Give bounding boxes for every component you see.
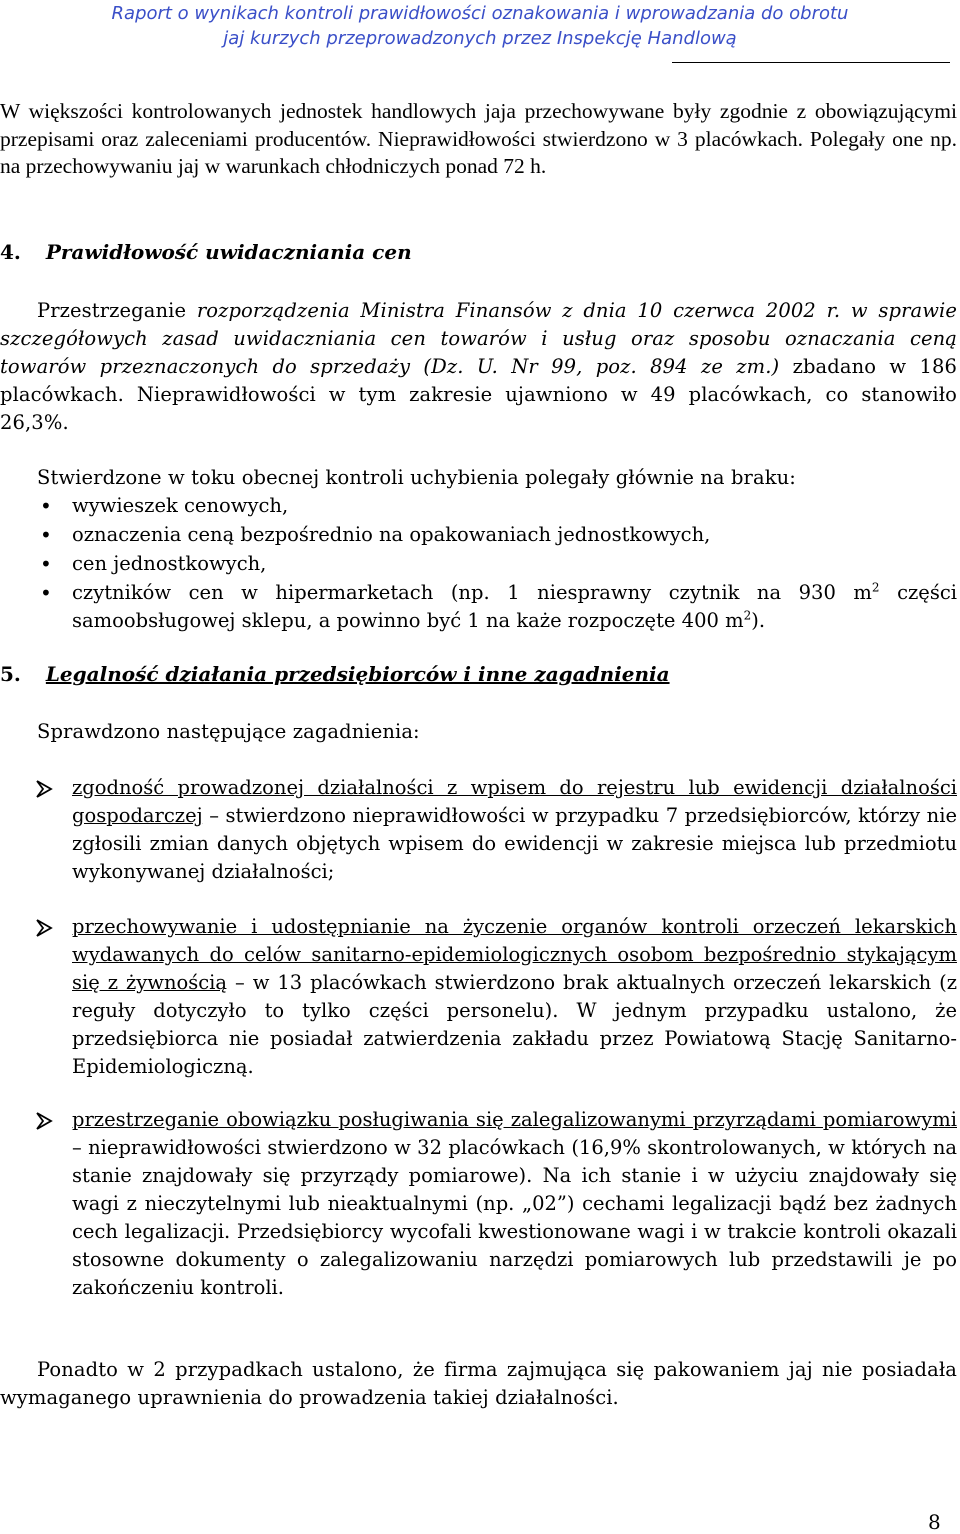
- report-header-line-1: Raport o wynikach kontroli prawidłowości oznakowania i wprowadzania do obrotu: [111, 3, 849, 24]
- section-5-heading: [0, 662, 670, 686]
- section-5-number: 5.: [0, 662, 21, 686]
- arrow-bullet-icon: [35, 779, 55, 799]
- bullet-item-4: [72, 579, 957, 635]
- section-4-title: Prawidłowość uwidaczniania cen: [45, 240, 412, 264]
- closing-paragraph: Ponadto w 2 przypadkach ustalono, że firma zajmująca się pakowaniem jaj nie posiadała wymaganego uprawnienia do prowadzenia takiej działalności.: [0, 1358, 957, 1409]
- legality-item-1: [72, 774, 957, 886]
- item-2-topic: przechowywanie i udostępnianie na życzenie organów kontroli orzeczeń lekarskich wydawanych do celów sanitarno-epidemiologicznych osobom bezpośrednio stykającym się z żywnością: [72, 915, 957, 994]
- legality-item-3: [72, 1106, 957, 1302]
- bullet-dot: •: [40, 581, 52, 605]
- legality-item-2: [72, 913, 957, 1081]
- item-3-topic: przestrzeganie obowiązku posługiwania się zalegalizowanymi przyrządami pomiarowymi: [72, 1108, 957, 1131]
- section-4-heading: [0, 240, 412, 264]
- section-5-title: Legalność działania przedsiębiorców i inne zagadnienia: [45, 662, 670, 686]
- header-divider: [672, 62, 950, 63]
- sup-2: 2: [743, 608, 752, 623]
- item-3-finding: – nieprawidłowości stwierdzono w 32 placówkach (16,9% skontrolowanych, w których na stanie znajdowały się przyrządy pomiarowe). Na ich stanie i w użyciu znajdowały się wagi z nieczytelnymi lub nieaktualnymi (np. „02”) cechami legalizacji bądź bez żadnych cech legalizacji. Przedsiębiorcy wycofali kwestionowane wagi i w trakcie kontroli okazali stosowne dokumenty o zalegalizowaniu narzędzi pomiarowych lub przedstawili je po zakończeniu kontroli.: [72, 1136, 957, 1299]
- page-number: 8: [928, 1510, 941, 1534]
- bullet-4-part-a: czytników cen w hipermarketach (np. 1 niesprawny czytnik na 930 m: [72, 581, 872, 604]
- bullet-item-1: wywieszek cenowych,: [72, 494, 289, 517]
- section-4-paragraph-1: [0, 297, 957, 437]
- intro-paragraph: W większości kontrolowanych jednostek handlowych jaja przechowywane były zgodnie z obowiązującymi przepisami oraz zaleceniami producentów. Nieprawidłowości stwierdzono w 3 placówkach. Polegały one np. na przechowywaniu jaj w warunkach chłodniczych ponad 72 h.: [0, 99, 957, 178]
- p1-start: Przestrzeganie: [37, 299, 197, 322]
- bullet-4-part-b: części samoobsługowej sklepu, a powinno być 1 na każe rozpoczęte 400 m: [72, 581, 957, 632]
- report-header-line-2: jaj kurzych przeprowadzonych przez Inspekcję Handlową: [223, 28, 737, 49]
- bullet-4-part-c: ).: [751, 609, 766, 632]
- sup-2: 2: [871, 580, 880, 595]
- p1-end: zbadano w 186 placówkach. Nieprawidłowości w tym zakresie ujawniono w 49 placówkach, co stanowiło 26,3%.: [0, 355, 958, 434]
- arrow-bullet-icon: [35, 1111, 55, 1131]
- arrow-bullet-icon: [35, 918, 55, 938]
- section-4-paragraph-2: Stwierdzone w toku obecnej kontroli uchybienia polegały głównie na braku:: [37, 466, 796, 489]
- bullet-dot: •: [40, 523, 52, 547]
- bullet-item-3: cen jednostkowych,: [72, 552, 267, 575]
- section-4-number: 4.: [0, 240, 21, 264]
- bullet-dot: •: [40, 552, 52, 576]
- bullet-item-2: oznaczenia ceną bezpośrednio na opakowaniach jednostkowych,: [72, 523, 711, 546]
- item-2-finding: – w 13 placówkach stwierdzono brak aktualnych orzeczeń lekarskich (z reguły dotyczyło to tylko części personelu). W jednym przypadku ustalono, że przedsiębiorca nie posiadał zatwierdzenia zakładu przez Powiatową Stację Sanitarno-Epidemiologiczną.: [72, 971, 958, 1078]
- regulation-citation: rozporządzenia Ministra Finansów z dnia 10 czerwca 2002 r. w sprawie szczegółowych zasad uwidaczniania cen towarów i usług oraz sposobu oznaczania ceną towarów przeznaczonych do sprzedaży (Dz. U. Nr 99, poz. 894 ze zm.): [0, 299, 957, 378]
- item-1-finding: – stwierdzono nieprawidłowości w przypadku 7 przedsiębiorców, którzy nie zgłosili zmian danych objętych wpisem do ewidencji w zakresie miejsca lub przedmiotu wykonywanej działalności;: [72, 804, 957, 883]
- bullet-dot: •: [40, 494, 52, 518]
- section-5-intro: Sprawdzono następujące zagadnienia:: [37, 720, 420, 743]
- item-1-topic: zgodność prowadzonej działalności z wpisem do rejestru lub ewidencji działalności gospodarczej: [72, 776, 957, 827]
